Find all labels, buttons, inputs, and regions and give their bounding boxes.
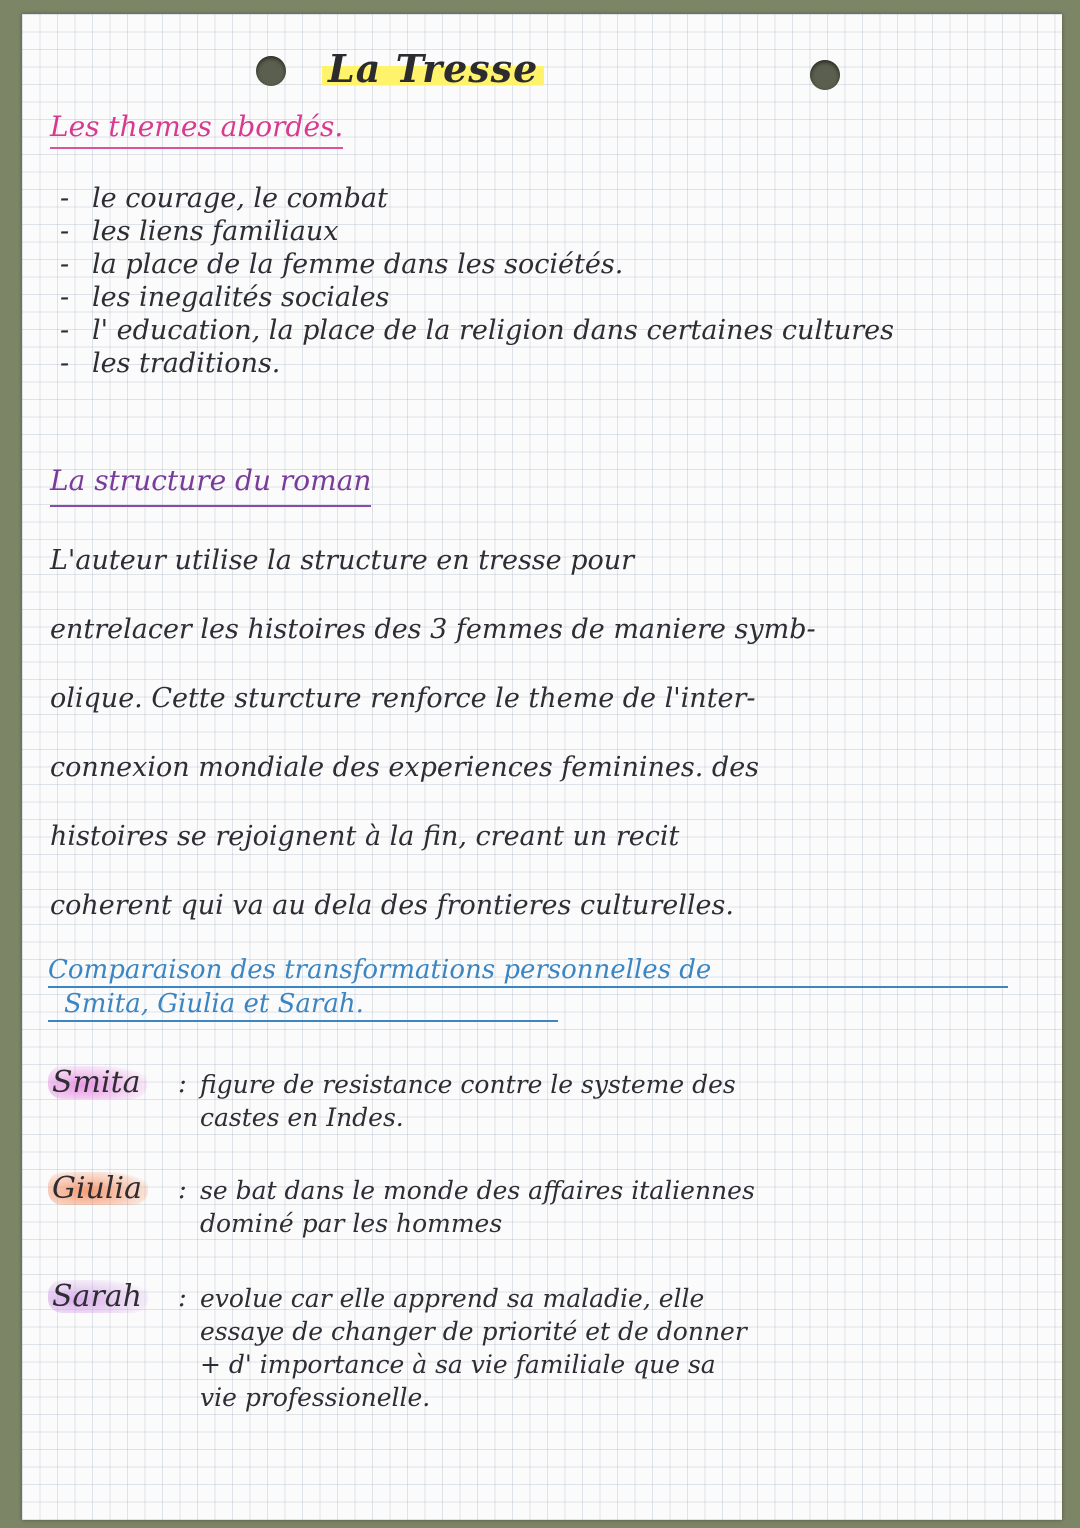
structure-paragraph xyxy=(50,526,1040,940)
colon: : xyxy=(178,1069,187,1099)
character-sarah xyxy=(48,1280,1038,1430)
colon: : xyxy=(178,1175,187,1205)
punch-hole-left xyxy=(256,56,286,86)
paragraph-line: coherent qui va au dela des frontieres culturelles. xyxy=(50,890,734,921)
notebook-page xyxy=(22,14,1062,1520)
description-line: castes en Indes. xyxy=(200,1103,404,1132)
list-item: - les liens familiaux xyxy=(60,215,1022,248)
comparison-heading xyxy=(48,954,1008,1022)
themes-heading: Les themes abordés. xyxy=(50,110,343,149)
list-item: - les inegalités sociales xyxy=(60,281,1022,314)
list-item: - le courage, le combat xyxy=(60,182,1022,215)
character-description xyxy=(200,1068,736,1134)
description-line: + d' importance à sa vie familiale que sa xyxy=(200,1350,716,1379)
paragraph-line: L'auteur utilise la structure en tresse pour xyxy=(50,545,635,576)
description-line: dominé par les hommes xyxy=(200,1209,503,1238)
themes-list xyxy=(60,182,1022,380)
page-title: La Tresse xyxy=(322,46,544,91)
character-smita xyxy=(48,1066,1038,1146)
character-description xyxy=(200,1282,747,1414)
paragraph-line: histoires se rejoignent à la fin, creant un recit xyxy=(50,821,680,852)
list-item: - les traditions. xyxy=(60,347,1022,380)
character-description xyxy=(200,1174,755,1240)
comparison-heading-line2: Smita, Giulia et Sarah. xyxy=(48,988,558,1022)
description-line: se bat dans le monde des affaires italiennes xyxy=(200,1176,755,1205)
list-item: - l' education, la place de la religion dans certaines cultures xyxy=(60,314,1022,347)
comparison-heading-line1: Comparaison des transformations personnelles de xyxy=(48,954,1008,988)
character-name: Smita xyxy=(48,1066,147,1099)
paragraph-line: olique. Cette sturcture renforce le theme de l'inter- xyxy=(50,683,756,714)
paragraph-line: entrelacer les histoires des 3 femmes de maniere symb- xyxy=(50,614,816,645)
description-line: evolue car elle apprend sa maladie, elle xyxy=(200,1284,705,1313)
character-name: Giulia xyxy=(48,1172,148,1205)
character-giulia xyxy=(48,1172,1038,1252)
colon: : xyxy=(178,1283,187,1313)
structure-heading: La structure du roman xyxy=(50,464,371,507)
description-line: vie professionelle. xyxy=(200,1383,431,1412)
punch-hole-right xyxy=(810,60,840,90)
description-line: figure de resistance contre le systeme des xyxy=(200,1070,736,1099)
paragraph-line: connexion mondiale des experiences feminines. des xyxy=(50,752,760,783)
character-name: Sarah xyxy=(48,1280,148,1313)
description-line: essaye de changer de priorité et de donner xyxy=(200,1317,747,1346)
list-item: - la place de la femme dans les sociétés. xyxy=(60,248,1022,281)
